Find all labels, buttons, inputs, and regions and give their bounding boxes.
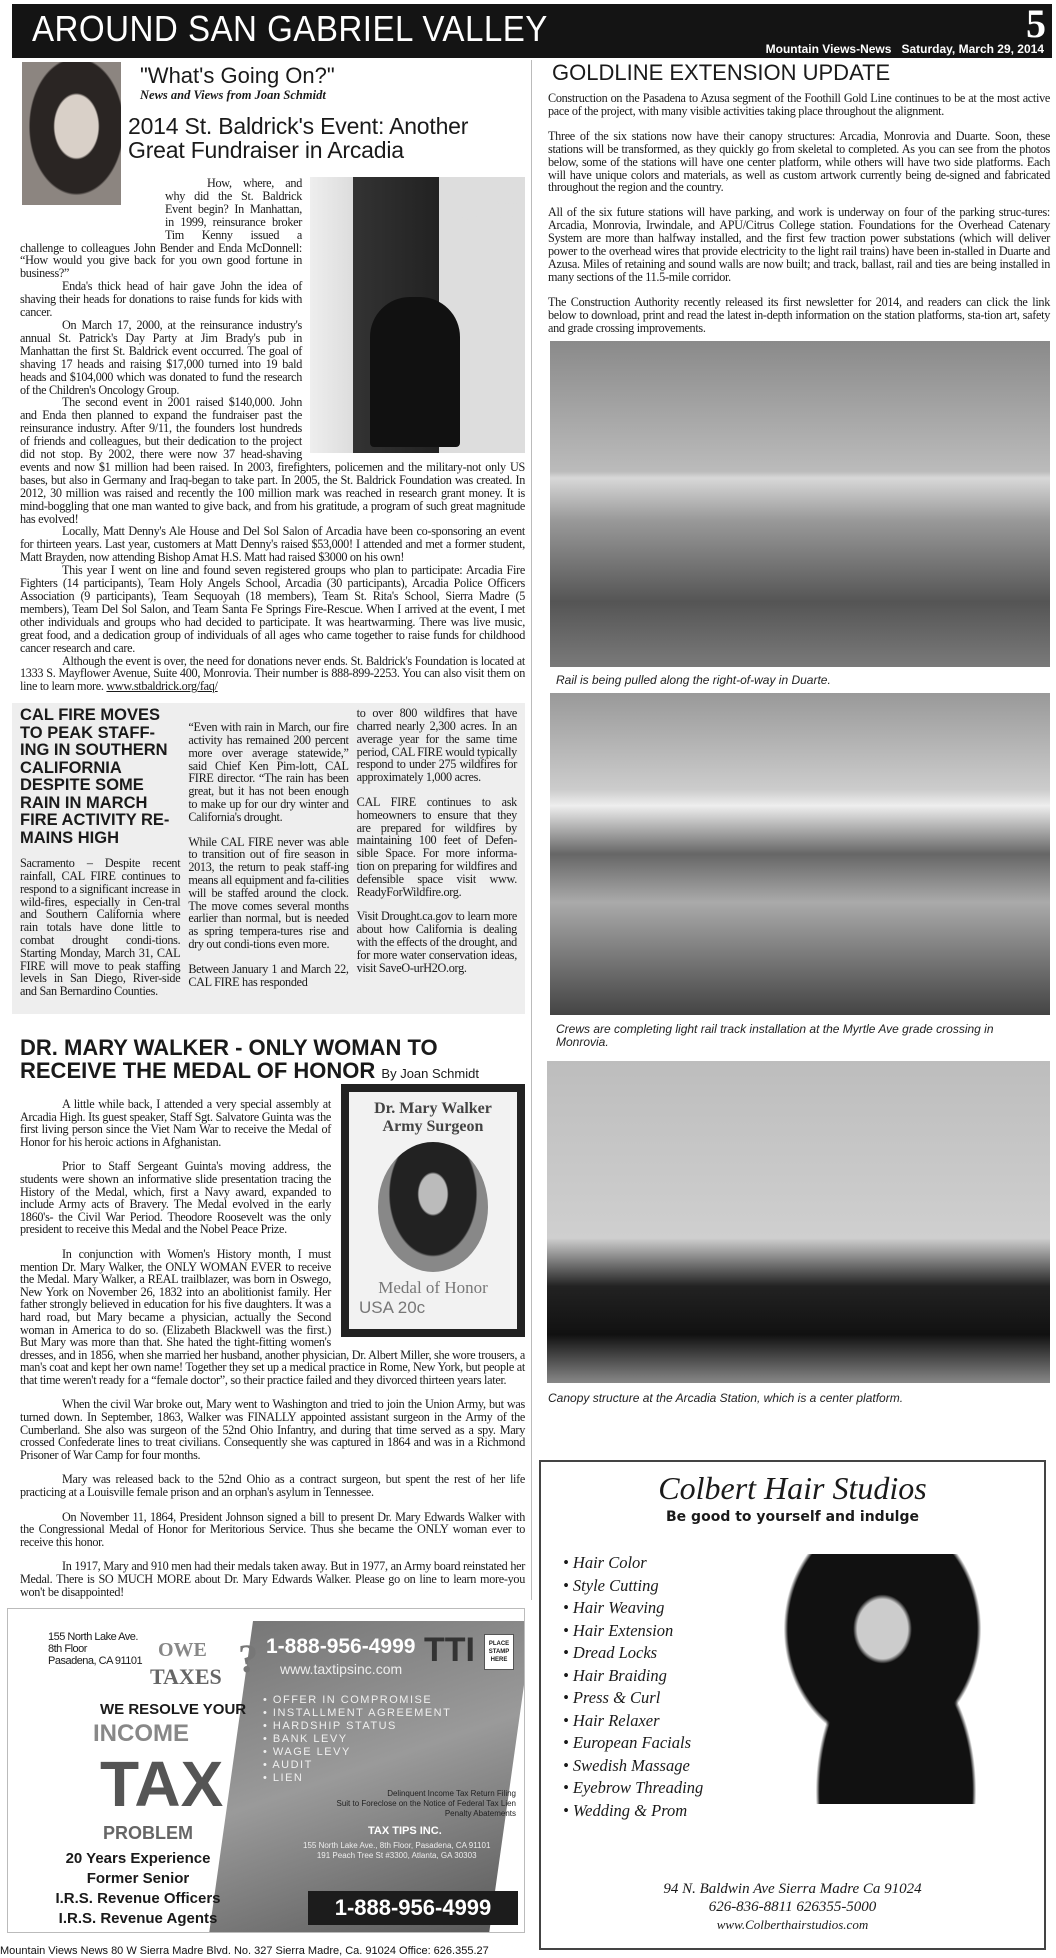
tax-tips-ad[interactable] <box>7 1608 525 1933</box>
arcadia-canopy-photo <box>547 1061 1050 1383</box>
paragraph: How, where, and why did the St. Baldrick Event begin? In Manhattan, in 1999, reinsurance broker Tim Kenny issued a challenge to colleagues John Bender and Enda McDonnell: “How would you give back for you own good fortune in business?” <box>20 176 302 281</box>
experience-line: I.R.S. Revenue Agents <box>58 1910 218 1928</box>
paragraph: While CAL FIRE never was able to transition out of fire season in 2013, the return to peak staff-ing means all equipment and fa-cilities will be staffed around the clock. The move comes several months earlier than normal, but is needed as spring tempera-tures rise and dry out condi-tions even more. <box>188 834 349 951</box>
services-list <box>263 1694 451 1785</box>
service-item: • WAGE LEVY <box>263 1746 351 1759</box>
article-headline: 2014 St. Baldrick's Event: Another Great Fundraiser in Arcadia <box>128 113 469 163</box>
extra-service: Delinquent Income Tax Return Filing <box>387 1789 516 1799</box>
service-item: • AUDIT <box>263 1759 313 1772</box>
right-column <box>548 61 1050 1405</box>
salon-website[interactable]: www.Colberthairstudios.com <box>716 1917 869 1932</box>
service-item: • Hair Extension <box>563 1620 674 1640</box>
service-item: • Hair Braiding <box>563 1665 667 1685</box>
taxes-text: TAXES <box>150 1664 222 1690</box>
photo-caption: Crews are completing light rail track installation at the Myrtle Ave grade crossing in Monrovia. <box>556 1021 994 1049</box>
column-subtitle: News and Views from Joan Schmidt <box>140 88 326 102</box>
service-item: • HARDSHIP STATUS <box>263 1720 397 1733</box>
paragraph: When the civil War broke out, Mary went to Washington and tried to join the Union Army, but was turned down. In September, 1863, Walker was FINALLY appointed assistant surgeon in the Army of the Cumberland. She also was surgeon of the 52nd Ohio Infantry, and during that time served as a spy. Mary crossed Confederate lines to treat civilians. Consequently she was captured in 1864 and was in a Richmond Prisoner of War Camp for four months. <box>20 1397 525 1462</box>
byline: By Joan Schmidt <box>381 1066 479 1082</box>
service-item: • Wedding & Prom <box>563 1800 688 1820</box>
ad-address-line: 8th Floor <box>48 1643 87 1656</box>
service-item: • Press & Curl <box>563 1688 661 1707</box>
service-item: • Hair Weaving <box>563 1598 665 1617</box>
baldrick-article <box>20 177 525 693</box>
paragraph: In conjunction with Women's History month, I must mention Dr. Mary Walker, the ONLY WOMAN EVER to receive the Medal. Mary Walker, a REAL trailblazer, was born in Oswego, New York on November 26, 1832 into an abolitionist family. Her father strongly believed in education for his five daughters. It was a hard road, but Mary became a physician, actually the Second woman in America to do so. (Elizabeth Blackwell was the first.) But Mary was more than that. She hated the tight-fitting women's dresses, and in 1856, when she married her husband, another physician, Dr. Albert Miller, she wore trousers, a man's coat and kept her own name! Together they set up a medical practice in Rome, New York, but people at that time weren't ready for a “female doctor”, so their practice failed and they divorced thirteen years later. <box>20 1246 525 1387</box>
paragraph: Mary was released back to the 52nd Ohio as a contract surgeon, but spent the rest of her life practicing at a Louisville female prison and an orphan's asylum in Tennessee. <box>20 1472 525 1500</box>
salon-cape <box>370 297 460 447</box>
sign-phone: (626) 445-6060 <box>469 197 519 206</box>
experience-line: I.R.S. Revenue Officers <box>55 1890 221 1908</box>
paragraph: CAL FIRE continues to ask homeowners to ensure that they are prepared for wildfires by maintaining 100 feet of Defen-sible Space. For more informa-tion on preparing for wildfires and defensible space visit www. ReadyForWildfire.org. <box>356 795 517 899</box>
medal-stamp <box>341 1084 525 1337</box>
calfire-headline: CAL FIRE MOVES TO PEAK STAFF-ING IN SOUTHERN CALIFORNIA DESPITE SOME RAIN IN MARCH FIRE ACTIVITY RE-MAINS HIGH <box>20 706 170 847</box>
walker-headline <box>20 1036 525 1082</box>
paragraph: The second event in 2001 raised $140,000. John and Enda then planned to expand the fundraiser past the reinsurance industry. After 9/11, the founders lost hundreds of friends and colleagues, but their dedication to the project did not stop. By 2002, there were now 37 head-shaving events and now $1 million had been raised. In 2003, firefighters, policemen and the military-not only US bases, but also in Germany and Iraq-began to take part. In 2005, the St. Baldrick Foundation was created. In 2012, 30 million was raised and recently the 100 million mark was reached in research grant money. It is mind-boggling that one man wanted to give back, and from his gratitude, a program of such great magnitude has evolved! <box>20 395 525 526</box>
paragraph: Enda's thick head of hair gave John the idea of shaving their heads for donations to raise funds for kids with cancer. <box>20 279 302 320</box>
income-text: INCOME <box>93 1720 189 1748</box>
service-item: • Swedish Massage <box>563 1755 690 1775</box>
salon-tagline: Be good to yourself and indulge <box>666 1509 919 1525</box>
paragraph: Three of the six stations now have their canopy structures: Arcadia, Monrovia and Duarte. Soon, these stations will be transformed, as they quickly go from skeletal to completed. As you can see from the photos below, some of the stations will have one center platform, while others will have two side platforms. Each will have unique colors and materials, as well as custom artwork currently being de-signed and fabricated throughout the region and the country. <box>548 128 1050 195</box>
problem-text: PROBLEM <box>103 1823 193 1844</box>
stbaldrick-link[interactable]: www.stbaldrick.org/faq/ <box>106 679 218 694</box>
resolve-text: WE RESOLVE YOUR <box>100 1701 247 1719</box>
service-item: • OFFER IN COMPROMISE <box>263 1694 433 1707</box>
page-footer: Mountain Views News 80 W Sierra Madre Blvd. No. 327 Sierra Madre, Ca. 91024 Office: 626.355.27 <box>0 1945 489 1957</box>
paragraph: Locally, Matt Denny's Ale House and Del Sol Salon of Arcadia have been co-sponsoring an event for thirteen years. Last year, customers at Matt Denny's raised $53,000! I attended and met a former student, Matt Brayden, now attending Bishop Amat H.S. Matt had raised $3000 on his own! <box>20 524 525 565</box>
walker-headline-text: DR. MARY WALKER - ONLY WOMAN TO RECEIVE THE MEDAL OF HONOR <box>20 1035 438 1084</box>
service-item: • European Facials <box>563 1733 691 1752</box>
paragraph: Sacramento – Despite recent rainfall, CAL FIRE continues to respond to a significant increase in wild-fires, especially in Cen-tral and Southern California where rain totals have done little to combat drought condi-tions. Starting Monday, March 31, CAL FIRE will move to peak staffing levels in San Diego, River-side and San Bernardino Counties. <box>20 856 181 999</box>
service-item: • Eyebrow Threading <box>563 1778 704 1797</box>
paragraph: Prior to Staff Sergeant Guinta's moving address, the students were shown an informative slide presentation tracing the History of the Medal, which, first a Navy award, expanded to include Army acts of Bravery. The Medal evolved in the early 1860's- the Civil War Period. Theodore Roosevelt was the only president to receive this Medal and the Nobel Peace Prize. <box>20 1159 331 1237</box>
salon-phones: 626-836-8811 626355-5000 <box>708 1899 877 1915</box>
stamp-subtitle: Army Surgeon <box>382 1118 484 1136</box>
question-mark: ? <box>238 1636 258 1682</box>
photo-caption: Canopy structure at the Arcadia Station, which is a center platform. <box>548 1390 904 1405</box>
experience-line: 20 Years Experience <box>65 1850 211 1868</box>
duarte-rail-photo <box>550 341 1050 667</box>
stamp-medal-text: Medal of Honor <box>378 1278 488 1298</box>
column-divider <box>531 60 532 1600</box>
tti-logo: TTI <box>424 1631 475 1670</box>
ad-address-line: Pasadena, CA 91101 <box>48 1655 143 1668</box>
colbert-hair-ad[interactable] <box>539 1460 1046 1950</box>
page-header <box>12 1 1052 58</box>
left-column <box>20 177 525 1933</box>
salon-services <box>563 1552 703 1822</box>
paragraph: Although the event is over, the need for donations never ends. St. Baldrick's Foundation is located at 1333 S. Mayflower Avenue, Suite 400, Monrovia. Their number is 888-899-2253. You can also visit them on line to learn more. <box>20 653 525 694</box>
section-title: AROUND SAN GABRIEL VALLEY <box>32 8 548 49</box>
photo-caption: Rail is being pulled along the right-of-way in Duarte. <box>556 672 831 687</box>
tax-text: TAX <box>100 1748 224 1821</box>
model-photo <box>761 1554 1031 1804</box>
salon-name: Colbert Hair Studios <box>658 1470 927 1506</box>
column-title: "What's Going On?" <box>140 63 335 88</box>
paragraph: to over 800 wildfires that have charred nearly 2,300 acres. In an average year for the same time period, CAL FIRE would typically respond to under 275 wildfires for approximately 1,000 acres. <box>356 706 517 785</box>
service-item: • LIEN <box>263 1772 304 1785</box>
service-item: • Style Cutting <box>563 1575 659 1595</box>
ad-phone: 1-888-956-4999 <box>266 1635 416 1659</box>
owe-text: OWE <box>158 1639 207 1662</box>
page-number: 5 <box>1026 1 1046 46</box>
place-stamp-box: PLACE STAMP HERE <box>484 1634 514 1670</box>
service-item: • Hair Relaxer <box>563 1710 660 1730</box>
paragraph: On November 11, 1864, President Johnson signed a bill to present Dr. Mary Edwards Walker with the Congressional Medal of Honor for Meritorious Service. Thus she became the ONLY woman ever to receive this honor. <box>20 1509 525 1549</box>
walker-article <box>20 1098 525 1598</box>
extra-service: Penalty Abatements <box>444 1809 516 1819</box>
paragraph: Between January 1 and March 22, CAL FIRE has responded <box>188 961 349 989</box>
publication-name: Mountain Views-News <box>765 42 892 56</box>
portrait-oval <box>378 1142 488 1272</box>
ad-address-line: 155 North Lake Ave. <box>48 1631 138 1644</box>
calfire-article <box>12 703 525 1014</box>
paragraph: The Construction Authority recently released its first newsletter for 2014, and readers can click the link below to download, print and read the latest in-depth information on the station platforms, sta-tion art, safety and grade crossing improvements. <box>548 294 1050 335</box>
service-item: • INSTALLMENT AGREEMENT <box>263 1707 452 1720</box>
stamp-title: Dr. Mary Walker <box>374 1100 492 1118</box>
goldline-article <box>548 92 1050 335</box>
company-address: 191 Peach Tree St #3300, Atlanta, GA 30303 <box>316 1851 477 1861</box>
goldline-headline: GOLDLINE EXTENSION UPDATE <box>552 60 891 85</box>
salon-address: 94 N. Baldwin Ave Sierra Madre Ca 91024 <box>663 1881 922 1897</box>
company-address: 155 North Lake Ave., 8th Floor, Pasadena, CA 91101 <box>303 1841 491 1851</box>
service-item: • Hair Color <box>563 1553 647 1572</box>
paragraph: On March 17, 2000, at the reinsurance industry's annual St. Patrick's Day Party at Jim Brady's pub in Manhattan the first St. Baldrick event occurred. The goal of shaving 17 heads and raising $17,000 turned into 19 bald heads and $104,000 which was donated to fund the research of the Children's Oncology Group. <box>20 317 302 397</box>
extra-service: Suit to Foreclose on the Notice of Federal Tax Lien <box>336 1799 516 1809</box>
service-item: • BANK LEVY <box>263 1733 348 1746</box>
company-name: TAX TIPS INC. <box>368 1825 442 1838</box>
paragraph: This year I went on line and found seven registered groups who plan to participate: Arcadia Fire Fighters (14 participants), Team Holy Angels School, Arcadia (30 participants), Arcadia Police Officers Association (9 participants), Team Sequoyah (18 members), Team St. Rita's School, Sierra Madre (5 members), Team Del Sol Salon, and Team Santa Fe Springs Fire-Rescue. When I arrived at the event, I met other individuals and groups who had decided to participate. It was heartwarming. There was live music, great food, and a dedication group of individuals of all ages who came together to raise funds for childhood cancer research and care. <box>20 563 525 655</box>
stamp-value: USA 20c <box>359 1298 426 1318</box>
experience-line: Former Senior <box>86 1870 190 1888</box>
paragraph: Construction on the Pasadena to Azusa segment of the Foothill Gold Line continues to be at the most active pace of the project, with many visible activities taking place throughout the alignment. <box>548 91 1050 118</box>
monrovia-track-photo <box>550 693 1050 1015</box>
head-shaving-photo <box>310 177 525 453</box>
service-item: • Dread Locks <box>563 1643 658 1662</box>
issue-date: Saturday, March 29, 2014 <box>901 42 1044 56</box>
paragraph: Visit Drought.ca.gov to learn more about how California is dealing with the effects of the drought, and for more water conservation ideas, visit SaveO-urH2O.org. <box>356 909 517 975</box>
headshot-spacer <box>20 177 165 229</box>
paragraph: All of the six future stations will have parking, and work is underway on four of the parking struc-tures: Arcadia, Monrovia, Irwindale, and APU/Citrus College station. Foundations for the Overhead Catenary System are more than halfway installed, and the first few traction power substations (which will deliver power to the overhead wires that provide electricity to the light rail trains) have been in-stalled in Duarte and Azusa. Miles of retaining and sound walls are now built; and track, ballast, rail and ties are being installed in many sections of the 11.5-mile corridor. <box>548 205 1050 284</box>
ad-url: www.taxtipsinc.com <box>280 1661 403 1678</box>
sign-url: www.delsolspa.com <box>456 213 519 222</box>
publication-date <box>766 42 1044 56</box>
paragraph: A little while back, I attended a very special assembly at Arcadia High. Its guest speaker, Staff Sgt. Salvatore Guinta was the first living person since the Viet Nam War to receive the Medal of Honor for his heroic actions in Afghanistan. <box>20 1097 331 1149</box>
paragraph: “Even with rain in March, our fire activity has remained 200 percent more over average statewide,” said Chief Ken Pim-lott, CAL FIRE director. “The rain has been great, but it has not been enough to make up for our dry winter and California's drought. <box>188 720 349 824</box>
ad-phone-bottom: 1-888-956-4999 <box>308 1891 518 1925</box>
paragraph: In 1917, Mary and 910 men had their medals taken away. But in 1977, an Army board reinstated her Medal. There is SO MUCH MORE about Dr. Mary Edwards Walker. Please go on line to learn more-you won't be disappointed! <box>20 1559 525 1599</box>
